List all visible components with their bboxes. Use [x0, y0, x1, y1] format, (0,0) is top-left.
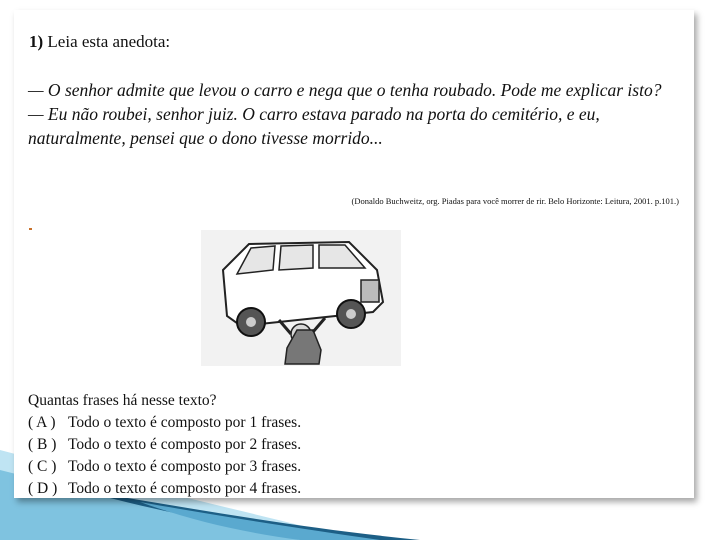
option-d-text: Todo o texto é composto por 4 frases.: [68, 480, 302, 497]
option-a[interactable]: [28, 412, 301, 434]
question-prompt: Quantas frases há nesse texto?: [28, 392, 217, 409]
option-d-label: ( D ): [28, 480, 58, 497]
option-c[interactable]: [28, 456, 301, 478]
anecdote-text: [28, 78, 688, 150]
option-b-text: Todo o texto é composto por 2 frases.: [68, 436, 302, 453]
source-citation: (Donaldo Buchweitz, org. Piadas para você morrer de rir. Belo Horizonte: Leitura, 2001. p.101.): [351, 196, 679, 206]
option-d[interactable]: [28, 478, 301, 500]
question-heading: [29, 32, 170, 52]
option-c-text: Todo o texto é composto por 3 frases.: [68, 458, 302, 475]
stray-mark: [29, 228, 32, 230]
question-heading-text: Leia esta anedota:: [47, 32, 171, 51]
anecdote-line-1: — O senhor admite que levou o carro e nega que o tenha roubado. Pode me explicar isto?: [28, 80, 662, 100]
option-c-label: ( C ): [28, 458, 57, 475]
cartoon-car-lift-illustration: [201, 230, 401, 366]
option-a-label: ( A ): [28, 414, 56, 431]
anecdote-line-2: — Eu não roubei, senhor juiz. O carro estava parado na porta do cemitério, e eu, naturalmente, pensei que o dono tivesse morrido...: [28, 104, 600, 148]
option-b[interactable]: [28, 434, 301, 456]
option-b-label: ( B ): [28, 436, 57, 453]
question-number: 1): [29, 32, 44, 51]
multiple-choice-question: [28, 390, 301, 500]
option-a-text: Todo o texto é composto por 1 frases.: [68, 414, 302, 431]
slide-page: [14, 10, 694, 498]
